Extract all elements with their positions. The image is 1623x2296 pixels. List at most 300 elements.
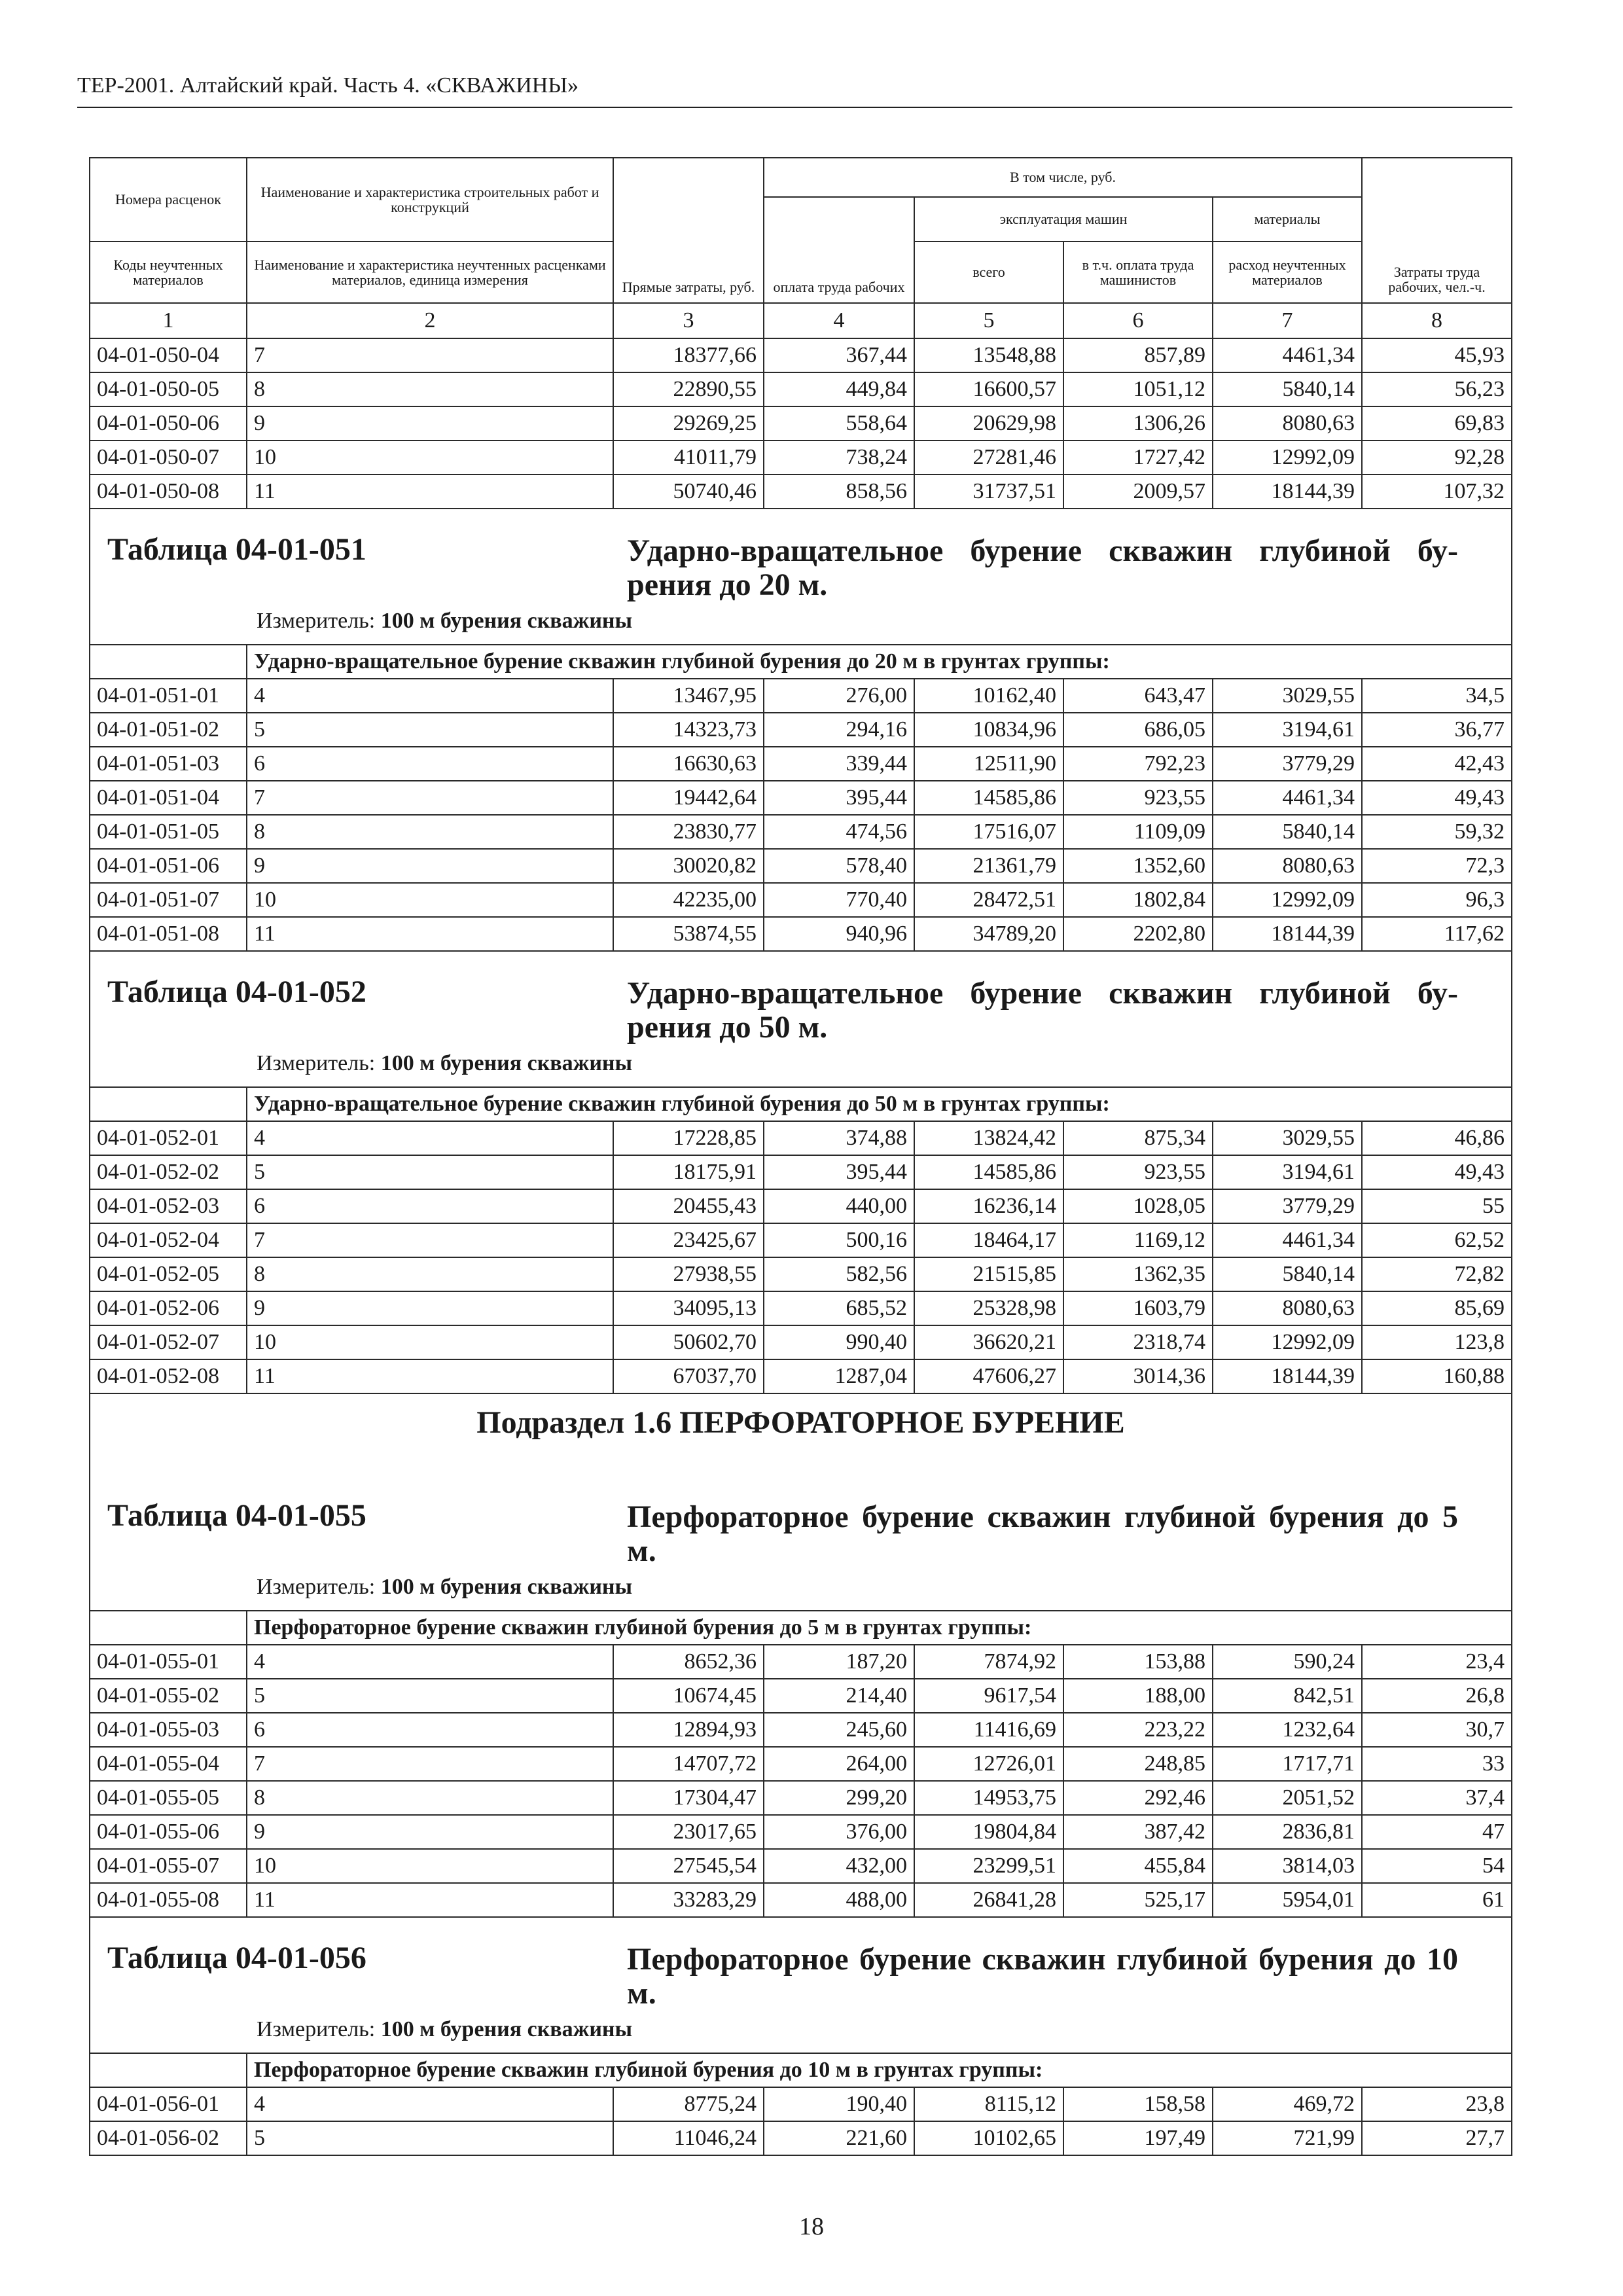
header-wages: оплата труда рабочих	[764, 197, 914, 303]
rate-code-cell: 04-01-055-07	[90, 1849, 247, 1883]
value-cell: 158,58	[1063, 2087, 1213, 2121]
soil-group-cell: 10	[247, 440, 613, 475]
value-cell: 923,55	[1063, 1155, 1213, 1189]
table-title: Ударно-вращательное бурение скважин глубиной бу-рения до 50 м.	[627, 976, 1458, 1045]
table-row	[90, 1189, 1512, 1223]
value-cell: 9617,54	[914, 1679, 1063, 1713]
soil-group-cell: 8	[247, 372, 613, 406]
value-cell: 214,40	[764, 1679, 914, 1713]
table-title: Перфораторное бурение скважин глубиной бурения до 5 м.	[627, 1499, 1458, 1568]
rate-code-cell: 04-01-052-06	[90, 1291, 247, 1325]
group-heading-row	[90, 645, 1512, 679]
rate-code-cell: 04-01-050-07	[90, 440, 247, 475]
value-cell: 49,43	[1362, 1155, 1512, 1189]
rate-code-cell: 04-01-052-05	[90, 1257, 247, 1291]
value-cell: 14585,86	[914, 781, 1063, 815]
value-cell: 686,05	[1063, 713, 1213, 747]
value-cell: 30020,82	[613, 849, 764, 883]
value-cell: 7874,92	[914, 1645, 1063, 1679]
value-cell: 56,23	[1362, 372, 1512, 406]
soil-group-cell: 5	[247, 1155, 613, 1189]
group-heading-row	[90, 2053, 1512, 2087]
value-cell: 474,56	[764, 815, 914, 849]
header-rule	[77, 107, 1512, 108]
table-row	[90, 883, 1512, 917]
value-cell: 17228,85	[613, 1121, 764, 1155]
measurer-line	[257, 1052, 632, 1075]
value-cell: 59,32	[1362, 815, 1512, 849]
value-cell: 19804,84	[914, 1815, 1063, 1849]
value-cell: 123,8	[1362, 1325, 1512, 1359]
rate-code-cell: 04-01-051-08	[90, 917, 247, 951]
value-cell: 455,84	[1063, 1849, 1213, 1883]
value-cell: 374,88	[764, 1121, 914, 1155]
value-cell: 46,86	[1362, 1121, 1512, 1155]
table-row	[90, 1291, 1512, 1325]
value-cell: 10674,45	[613, 1679, 764, 1713]
soil-group-cell: 5	[247, 713, 613, 747]
column-number: 1	[90, 303, 247, 338]
rate-code-cell: 04-01-055-03	[90, 1713, 247, 1747]
table-label: Таблица 04-01-056	[107, 1941, 366, 1975]
value-cell: 1028,05	[1063, 1189, 1213, 1223]
value-cell: 643,47	[1063, 679, 1213, 713]
value-cell: 20455,43	[613, 1189, 764, 1223]
rate-code-cell: 04-01-051-06	[90, 849, 247, 883]
value-cell: 11416,69	[914, 1713, 1063, 1747]
table-heading	[90, 1918, 1511, 2053]
value-cell: 12726,01	[914, 1747, 1063, 1781]
table-row	[90, 917, 1512, 951]
rate-code-cell: 04-01-051-03	[90, 747, 247, 781]
value-cell: 18175,91	[613, 1155, 764, 1189]
value-cell: 857,89	[1063, 338, 1213, 372]
header-machines-total: всего	[914, 242, 1063, 303]
value-cell: 578,40	[764, 849, 914, 883]
rate-code-cell: 04-01-055-01	[90, 1645, 247, 1679]
table-row	[90, 1121, 1512, 1155]
value-cell: 34,5	[1362, 679, 1512, 713]
measurer-label: Измеритель:	[257, 1051, 376, 1075]
rate-code-cell: 04-01-051-05	[90, 815, 247, 849]
table-row	[90, 1257, 1512, 1291]
measurer-label: Измеритель:	[257, 1575, 376, 1599]
table-heading	[90, 1394, 1511, 1610]
value-cell: 1727,42	[1063, 440, 1213, 475]
value-cell: 5954,01	[1213, 1883, 1362, 1917]
table-row	[90, 1883, 1512, 1917]
value-cell: 248,85	[1063, 1747, 1213, 1781]
value-cell: 558,64	[764, 406, 914, 440]
value-cell: 858,56	[764, 475, 914, 509]
soil-group-cell: 10	[247, 1849, 613, 1883]
column-number: 8	[1362, 303, 1512, 338]
value-cell: 47	[1362, 1815, 1512, 1849]
value-cell: 221,60	[764, 2121, 914, 2155]
running-header: ТЕР-2001. Алтайский край. Часть 4. «СКВАЖИНЫ»	[77, 73, 579, 98]
value-cell: 55	[1362, 1189, 1512, 1223]
value-cell: 449,84	[764, 372, 914, 406]
header-material-name: Наименование и характеристика неучтенных расценками материалов, единица измерения	[247, 242, 613, 303]
rate-code-cell: 04-01-055-08	[90, 1883, 247, 1917]
value-cell: 4461,34	[1213, 781, 1362, 815]
rate-code-cell: 04-01-050-05	[90, 372, 247, 406]
soil-group-cell: 4	[247, 1645, 613, 1679]
value-cell: 61	[1362, 1883, 1512, 1917]
value-cell: 23,8	[1362, 2087, 1512, 2121]
value-cell: 21361,79	[914, 849, 1063, 883]
value-cell: 34789,20	[914, 917, 1063, 951]
value-cell: 339,44	[764, 747, 914, 781]
value-cell: 50740,46	[613, 475, 764, 509]
table-row	[90, 406, 1512, 440]
value-cell: 770,40	[764, 883, 914, 917]
measurer-line	[257, 1576, 632, 1598]
value-cell: 721,99	[1213, 2121, 1362, 2155]
table-row	[90, 1747, 1512, 1781]
table-row	[90, 747, 1512, 781]
rates-table	[89, 157, 1512, 2156]
value-cell: 923,55	[1063, 781, 1213, 815]
value-cell: 488,00	[764, 1883, 914, 1917]
rate-code-cell: 04-01-055-04	[90, 1747, 247, 1781]
header-machine-operation: эксплуатация машин	[914, 197, 1213, 242]
header-including: В том числе, руб.	[764, 158, 1362, 197]
value-cell: 2318,74	[1063, 1325, 1213, 1359]
value-cell: 33	[1362, 1747, 1512, 1781]
value-cell: 395,44	[764, 1155, 914, 1189]
value-cell: 34095,13	[613, 1291, 764, 1325]
value-cell: 223,22	[1063, 1713, 1213, 1747]
subsection-title: Подраздел 1.6 ПЕРФОРАТОРНОЕ БУРЕНИЕ	[476, 1405, 1125, 1440]
rate-code-cell: 04-01-051-01	[90, 679, 247, 713]
value-cell: 27,7	[1362, 2121, 1512, 2155]
value-cell: 792,23	[1063, 747, 1213, 781]
header-rate-number: Номера расценок	[90, 158, 247, 242]
measurer-value: 100 м бурения скважины	[380, 2017, 633, 2041]
value-cell: 990,40	[764, 1325, 914, 1359]
rate-code-cell: 04-01-050-08	[90, 475, 247, 509]
value-cell: 376,00	[764, 1815, 914, 1849]
rate-code-cell: 04-01-055-06	[90, 1815, 247, 1849]
value-cell: 23299,51	[914, 1849, 1063, 1883]
value-cell: 47606,27	[914, 1359, 1063, 1393]
column-number: 4	[764, 303, 914, 338]
measurer-value: 100 м бурения скважины	[380, 1575, 633, 1599]
value-cell: 875,34	[1063, 1121, 1213, 1155]
header-direct-costs: Прямые затраты, руб.	[613, 158, 764, 303]
soil-group-cell: 6	[247, 747, 613, 781]
table-title-row	[90, 509, 1512, 645]
value-cell: 14323,73	[613, 713, 764, 747]
value-cell: 11046,24	[613, 2121, 764, 2155]
table-title: Ударно-вращательное бурение скважин глубиной бу-рения до 20 м.	[627, 533, 1458, 602]
measurer-value: 100 м бурения скважины	[380, 609, 633, 633]
value-cell: 49,43	[1362, 781, 1512, 815]
table-label: Таблица 04-01-052	[107, 975, 366, 1009]
value-cell: 72,3	[1362, 849, 1512, 883]
value-cell: 20629,98	[914, 406, 1063, 440]
value-cell: 685,52	[764, 1291, 914, 1325]
table-title: Перфораторное бурение скважин глубиной бурения до 10 м.	[627, 1942, 1458, 2011]
value-cell: 1802,84	[1063, 883, 1213, 917]
value-cell: 294,16	[764, 713, 914, 747]
table-title-row	[90, 1393, 1512, 1611]
value-cell: 12992,09	[1213, 1325, 1362, 1359]
rate-code-cell: 04-01-052-08	[90, 1359, 247, 1393]
rate-code-cell: 04-01-052-01	[90, 1121, 247, 1155]
value-cell: 13467,95	[613, 679, 764, 713]
group-heading: Перфораторное бурение скважин глубиной бурения до 5 м в грунтах группы:	[247, 1611, 1512, 1645]
header-labor-costs: Затраты труда рабочих, чел.-ч.	[1362, 158, 1512, 303]
table-row	[90, 2087, 1512, 2121]
column-number: 6	[1063, 303, 1213, 338]
value-cell: 395,44	[764, 781, 914, 815]
table-row	[90, 1325, 1512, 1359]
value-cell: 4461,34	[1213, 338, 1362, 372]
value-cell: 8080,63	[1213, 406, 1362, 440]
column-number: 7	[1213, 303, 1362, 338]
value-cell: 16236,14	[914, 1189, 1063, 1223]
value-cell: 27545,54	[613, 1849, 764, 1883]
value-cell: 67037,70	[613, 1359, 764, 1393]
table-row	[90, 1359, 1512, 1393]
soil-group-cell: 6	[247, 1189, 613, 1223]
header-work-name: Наименование и характеристика строительных работ и конструкций	[247, 158, 613, 242]
value-cell: 3029,55	[1213, 679, 1362, 713]
soil-group-cell: 4	[247, 2087, 613, 2121]
value-cell: 17304,47	[613, 1781, 764, 1815]
value-cell: 18144,39	[1213, 917, 1362, 951]
value-cell: 3779,29	[1213, 747, 1362, 781]
value-cell: 197,49	[1063, 2121, 1213, 2155]
value-cell: 8652,36	[613, 1645, 764, 1679]
rate-code-cell: 04-01-056-02	[90, 2121, 247, 2155]
value-cell: 299,20	[764, 1781, 914, 1815]
value-cell: 45,93	[1362, 338, 1512, 372]
column-number: 2	[247, 303, 613, 338]
value-cell: 1717,71	[1213, 1747, 1362, 1781]
value-cell: 842,51	[1213, 1679, 1362, 1713]
table-row	[90, 1645, 1512, 1679]
value-cell: 42,43	[1362, 747, 1512, 781]
table-row	[90, 1781, 1512, 1815]
table-row	[90, 815, 1512, 849]
rate-code-cell: 04-01-051-04	[90, 781, 247, 815]
soil-group-cell: 9	[247, 1815, 613, 1849]
value-cell: 1362,35	[1063, 1257, 1213, 1291]
value-cell: 28472,51	[914, 883, 1063, 917]
value-cell: 2202,80	[1063, 917, 1213, 951]
header-unaccounted-materials: расход неучтенных материалов	[1213, 242, 1362, 303]
value-cell: 4461,34	[1213, 1223, 1362, 1257]
table-row	[90, 338, 1512, 372]
value-cell: 18377,66	[613, 338, 764, 372]
value-cell: 23017,65	[613, 1815, 764, 1849]
value-cell: 36,77	[1362, 713, 1512, 747]
value-cell: 62,52	[1362, 1223, 1512, 1257]
measurer-value: 100 м бурения скважины	[380, 1051, 633, 1075]
value-cell: 738,24	[764, 440, 914, 475]
value-cell: 2836,81	[1213, 1815, 1362, 1849]
soil-group-cell: 7	[247, 1223, 613, 1257]
value-cell: 16600,57	[914, 372, 1063, 406]
table-row	[90, 1155, 1512, 1189]
value-cell: 525,17	[1063, 1883, 1213, 1917]
value-cell: 27938,55	[613, 1257, 764, 1291]
value-cell: 10834,96	[914, 713, 1063, 747]
column-number: 3	[613, 303, 764, 338]
soil-group-cell: 9	[247, 849, 613, 883]
rate-code-cell: 04-01-056-01	[90, 2087, 247, 2121]
value-cell: 8080,63	[1213, 849, 1362, 883]
value-cell: 8115,12	[914, 2087, 1063, 2121]
value-cell: 31737,51	[914, 475, 1063, 509]
value-cell: 18144,39	[1213, 1359, 1362, 1393]
value-cell: 72,82	[1362, 1257, 1512, 1291]
value-cell: 5840,14	[1213, 1257, 1362, 1291]
value-cell: 367,44	[764, 338, 914, 372]
value-cell: 53874,55	[613, 917, 764, 951]
value-cell: 245,60	[764, 1713, 914, 1747]
value-cell: 10162,40	[914, 679, 1063, 713]
value-cell: 1287,04	[764, 1359, 914, 1393]
value-cell: 5840,14	[1213, 372, 1362, 406]
value-cell: 18464,17	[914, 1223, 1063, 1257]
soil-group-cell: 7	[247, 338, 613, 372]
value-cell: 107,32	[1362, 475, 1512, 509]
table-title-row	[90, 1917, 1512, 2053]
soil-group-cell: 6	[247, 1713, 613, 1747]
soil-group-cell: 5	[247, 1679, 613, 1713]
value-cell: 37,4	[1362, 1781, 1512, 1815]
value-cell: 14585,86	[914, 1155, 1063, 1189]
value-cell: 14953,75	[914, 1781, 1063, 1815]
value-cell: 21515,85	[914, 1257, 1063, 1291]
value-cell: 18144,39	[1213, 475, 1362, 509]
value-cell: 387,42	[1063, 1815, 1213, 1849]
measurer-label: Измеритель:	[257, 2017, 376, 2041]
group-heading-row	[90, 1611, 1512, 1645]
value-cell: 2009,57	[1063, 475, 1213, 509]
value-cell: 432,00	[764, 1849, 914, 1883]
table-row	[90, 713, 1512, 747]
measurer-line	[257, 2018, 632, 2041]
table-row	[90, 372, 1512, 406]
value-cell: 12992,09	[1213, 883, 1362, 917]
table-row	[90, 475, 1512, 509]
value-cell: 117,62	[1362, 917, 1512, 951]
value-cell: 92,28	[1362, 440, 1512, 475]
value-cell: 292,46	[1063, 1781, 1213, 1815]
value-cell: 8080,63	[1213, 1291, 1362, 1325]
rate-code-cell: 04-01-052-07	[90, 1325, 247, 1359]
value-cell: 12511,90	[914, 747, 1063, 781]
header-operator-wages: в т.ч. оплата труда машинистов	[1063, 242, 1213, 303]
soil-group-cell: 8	[247, 1781, 613, 1815]
value-cell: 25328,98	[914, 1291, 1063, 1325]
value-cell: 13824,42	[914, 1121, 1063, 1155]
soil-group-cell: 8	[247, 1257, 613, 1291]
value-cell: 276,00	[764, 679, 914, 713]
measurer-label: Измеритель:	[257, 609, 376, 633]
rate-code-cell: 04-01-050-06	[90, 406, 247, 440]
value-cell: 26,8	[1362, 1679, 1512, 1713]
value-cell: 187,20	[764, 1645, 914, 1679]
value-cell: 8775,24	[613, 2087, 764, 2121]
soil-group-cell: 10	[247, 1325, 613, 1359]
group-heading: Перфораторное бурение скважин глубиной бурения до 10 м в грунтах группы:	[247, 2053, 1512, 2087]
table-row	[90, 781, 1512, 815]
value-cell: 12992,09	[1213, 440, 1362, 475]
value-cell: 2051,52	[1213, 1781, 1362, 1815]
value-cell: 27281,46	[914, 440, 1063, 475]
rate-code-cell: 04-01-050-04	[90, 338, 247, 372]
soil-group-cell: 8	[247, 815, 613, 849]
value-cell: 3814,03	[1213, 1849, 1362, 1883]
table-title-row	[90, 951, 1512, 1087]
soil-group-cell: 4	[247, 1121, 613, 1155]
value-cell: 54	[1362, 1849, 1512, 1883]
value-cell: 96,3	[1362, 883, 1512, 917]
value-cell: 69,83	[1362, 406, 1512, 440]
value-cell: 50602,70	[613, 1325, 764, 1359]
table-row	[90, 679, 1512, 713]
value-cell: 160,88	[1362, 1359, 1512, 1393]
rate-code-cell: 04-01-052-03	[90, 1189, 247, 1223]
soil-group-cell: 11	[247, 475, 613, 509]
soil-group-cell: 11	[247, 917, 613, 951]
soil-group-cell: 10	[247, 883, 613, 917]
table-row	[90, 1679, 1512, 1713]
value-cell: 23830,77	[613, 815, 764, 849]
table-row	[90, 849, 1512, 883]
table-row	[90, 1713, 1512, 1747]
rate-code-cell: 04-01-052-02	[90, 1155, 247, 1189]
value-cell: 3029,55	[1213, 1121, 1362, 1155]
value-cell: 10102,65	[914, 2121, 1063, 2155]
value-cell: 23425,67	[613, 1223, 764, 1257]
value-cell: 23,4	[1362, 1645, 1512, 1679]
column-numbers-row	[90, 303, 1512, 338]
table-heading	[90, 952, 1511, 1086]
soil-group-cell: 7	[247, 1747, 613, 1781]
rate-code-cell: 04-01-055-02	[90, 1679, 247, 1713]
value-cell: 1603,79	[1063, 1291, 1213, 1325]
rate-code-cell: 04-01-051-02	[90, 713, 247, 747]
soil-group-cell: 5	[247, 2121, 613, 2155]
value-cell: 264,00	[764, 1747, 914, 1781]
soil-group-cell: 11	[247, 1359, 613, 1393]
value-cell: 3194,61	[1213, 713, 1362, 747]
value-cell: 19442,64	[613, 781, 764, 815]
header-material-codes: Коды неучтенных материалов	[90, 242, 247, 303]
page-number: 18	[799, 2213, 824, 2240]
column-number: 5	[914, 303, 1063, 338]
value-cell: 36620,21	[914, 1325, 1063, 1359]
rate-code-cell: 04-01-055-05	[90, 1781, 247, 1815]
group-heading: Ударно-вращательное бурение скважин глубиной бурения до 50 м в грунтах группы:	[247, 1087, 1512, 1121]
value-cell: 22890,55	[613, 372, 764, 406]
value-cell: 30,7	[1362, 1713, 1512, 1747]
value-cell: 14707,72	[613, 1747, 764, 1781]
value-cell: 12894,93	[613, 1713, 764, 1747]
table-row	[90, 1815, 1512, 1849]
value-cell: 188,00	[1063, 1679, 1213, 1713]
value-cell: 17516,07	[914, 815, 1063, 849]
header-materials: материалы	[1213, 197, 1362, 242]
soil-group-cell: 9	[247, 406, 613, 440]
